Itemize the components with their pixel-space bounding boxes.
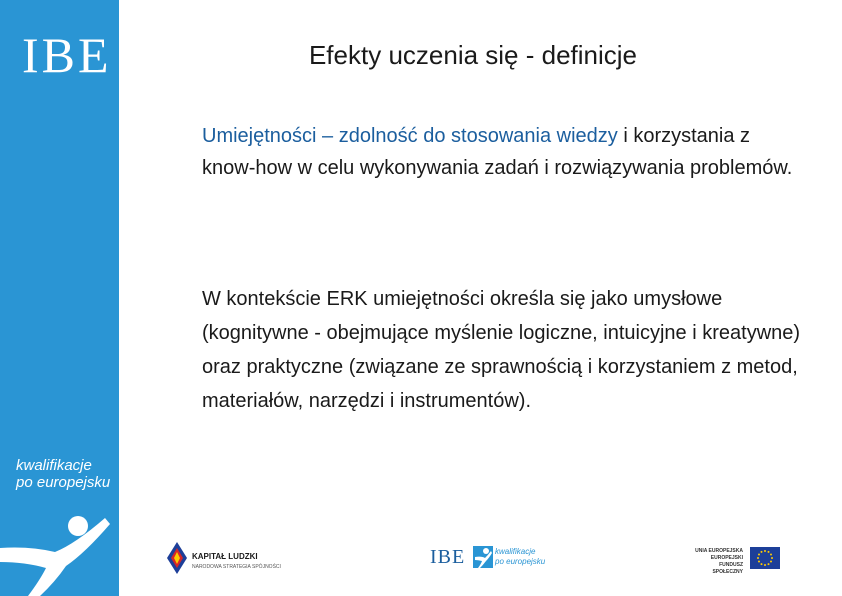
kapital-ludzki-subtitle: NARODOWA STRATEGIA SPÓJNOŚCI xyxy=(192,564,281,570)
context-paragraph: W kontekście ERK umiejętności określa się jako umysłowe (kognitywne - obejmujące myślenie logiczne, intuicyjne i kreatywne) oraz praktyczne (związane ze sprawnością i korzystaniem z metod, materiałów, narzędzi i instrumentów). xyxy=(202,288,801,412)
ibe-logo: IBE xyxy=(22,27,112,83)
slide-title: Efekty uczenia się - definicje xyxy=(308,40,638,70)
kapital-ludzki-logo xyxy=(165,538,295,578)
eu-text xyxy=(688,548,743,576)
eu-flag-icon xyxy=(750,547,780,569)
small-figure-icon xyxy=(473,546,493,568)
kwal-small-line-1: kwalifikacje xyxy=(495,547,536,556)
kwalifikacje-small-logo xyxy=(495,547,545,567)
eu-line-2: EUROPEJSKI xyxy=(710,555,743,561)
ibe-small-logo: IBE xyxy=(430,546,466,568)
sidebar xyxy=(0,0,119,596)
definition-paragraph xyxy=(202,120,802,184)
kwal-small-line-2: po europejsku xyxy=(495,557,546,566)
eu-line-1: UNIA EUROPEJSKA xyxy=(695,548,743,554)
definition-text: i korzystania z know-how w celu wykonywania zadań i rozwiązywania problemów. xyxy=(202,125,793,179)
definition-term: Umiejętności – zdolność do stosowania wiedzy xyxy=(202,125,618,147)
kapital-ludzki-title: KAPITAŁ LUDZKI xyxy=(192,552,258,561)
person-figure-icon xyxy=(0,508,119,596)
sidebar-tagline xyxy=(16,457,116,491)
footer-logos xyxy=(120,530,842,590)
kapital-ludzki-emblem-icon xyxy=(165,538,189,578)
tagline-line-1: kwalifikacje xyxy=(16,457,92,474)
eu-line-3: FUNDUSZ SPOŁECZNY xyxy=(712,562,743,575)
tagline-line-2: po europejsku xyxy=(16,474,111,491)
